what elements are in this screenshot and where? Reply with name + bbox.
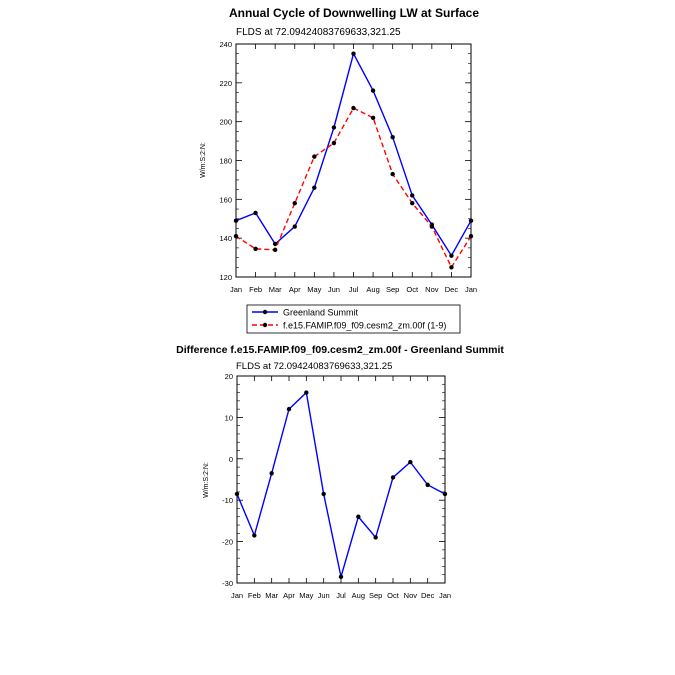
x-tick-label: Apr xyxy=(288,285,301,294)
data-point xyxy=(356,515,360,519)
data-point xyxy=(234,234,238,238)
series-line-0 xyxy=(236,54,471,256)
data-point xyxy=(469,234,473,238)
x-tick-label: Mar xyxy=(268,285,282,294)
data-point xyxy=(410,193,414,197)
x-tick-label: Aug xyxy=(366,285,380,294)
chart-2-title: Difference f.e15.FAMIP.f09_f09.cesm2_zm.00f - Greenland Summit xyxy=(176,344,504,356)
data-point xyxy=(449,253,453,257)
data-point xyxy=(371,88,375,92)
data-point xyxy=(287,407,291,411)
x-tick-label: Jan xyxy=(230,591,244,600)
data-point xyxy=(351,106,355,110)
data-point xyxy=(312,154,316,158)
chart-2-x-tick-labels xyxy=(231,591,451,600)
data-point xyxy=(410,201,414,205)
y-tick-label: -30 xyxy=(222,579,233,588)
y-tick-label: 180 xyxy=(219,156,232,166)
y-tick-label: 120 xyxy=(219,273,232,282)
chart-1-series xyxy=(234,52,473,270)
y-tick-label: 240 xyxy=(219,40,232,49)
x-tick-label: Oct xyxy=(387,591,399,600)
data-point xyxy=(269,471,273,475)
x-tick-label: Jan xyxy=(464,285,478,294)
chart-1-y-axis-label: W/m:S:2:N: xyxy=(200,142,207,178)
chart-2-y-axis-label: W/m:S:2:N: xyxy=(203,462,210,498)
x-tick-label: Dec xyxy=(420,591,435,600)
data-point xyxy=(253,211,257,215)
data-point xyxy=(234,218,238,222)
data-point xyxy=(339,575,343,579)
data-point xyxy=(321,492,325,496)
data-point xyxy=(293,201,297,205)
y-tick-label: 10 xyxy=(224,413,233,423)
x-tick-label: Jan xyxy=(438,591,452,600)
data-point xyxy=(273,248,277,252)
x-tick-label: Sep xyxy=(368,591,383,600)
data-point xyxy=(253,247,257,251)
y-tick-label: 220 xyxy=(219,78,232,88)
data-point xyxy=(430,224,434,228)
y-tick-label: 20 xyxy=(224,372,233,381)
x-tick-label: Jul xyxy=(336,591,346,600)
y-tick-label: -10 xyxy=(222,496,233,506)
chart-1-ticks xyxy=(236,44,471,277)
chart-1-y-tick-labels xyxy=(219,40,232,282)
x-tick-label: Mar xyxy=(265,591,279,600)
data-point xyxy=(293,224,297,228)
series-line-0 xyxy=(237,393,445,577)
chart-2-subtitle: FLDS at 72.09424083769633,321.25 xyxy=(236,361,393,372)
data-point xyxy=(391,475,395,479)
x-tick-label: Apr xyxy=(283,591,295,600)
x-tick-label: May xyxy=(307,285,322,294)
x-tick-label: Feb xyxy=(247,591,261,600)
data-point xyxy=(390,135,394,139)
x-tick-label: May xyxy=(299,591,314,600)
y-tick-label: 160 xyxy=(219,195,232,205)
legend-label-model: f.e15.FAMIP.f09_f09.cesm2_zm.00f (1-9) xyxy=(283,320,447,331)
chart-1-title: Annual Cycle of Downwelling LW at Surface xyxy=(228,6,480,20)
y-tick-label: 140 xyxy=(219,234,232,244)
data-point xyxy=(252,533,256,537)
chart-2-y-tick-labels xyxy=(222,372,233,588)
data-point xyxy=(332,141,336,145)
legend-marker-model xyxy=(263,323,267,327)
data-point xyxy=(304,390,308,394)
x-tick-label: Dec xyxy=(444,285,459,294)
chart-2-plot-frame xyxy=(237,376,445,583)
x-tick-label: Nov xyxy=(403,591,418,600)
x-tick-label: Jun xyxy=(327,285,340,294)
y-tick-label: 0 xyxy=(228,454,233,464)
chart-1-x-tick-labels xyxy=(230,285,477,294)
x-tick-label: Jul xyxy=(348,285,359,294)
data-point xyxy=(408,460,412,464)
x-tick-label: Aug xyxy=(351,591,366,600)
data-point xyxy=(449,265,453,269)
data-point xyxy=(332,125,336,129)
data-point xyxy=(425,483,429,487)
data-point xyxy=(443,492,447,496)
chart-1-legend xyxy=(247,305,460,333)
chart-2-series xyxy=(235,390,447,579)
data-point xyxy=(235,492,239,496)
chart-1-subtitle: FLDS at 72.09424083769633,321.25 xyxy=(236,27,401,38)
data-point xyxy=(371,116,375,120)
x-tick-label: Jun xyxy=(317,591,330,600)
x-tick-label: Nov xyxy=(425,285,439,294)
y-tick-label: 200 xyxy=(219,117,232,127)
chart-1-plot-frame xyxy=(236,44,471,277)
x-tick-label: Oct xyxy=(406,285,419,294)
x-tick-label: Feb xyxy=(249,285,263,294)
chart-annual-cycle xyxy=(200,6,479,294)
data-point xyxy=(469,218,473,222)
legend-label-greenland-summit: Greenland Summit xyxy=(283,307,359,318)
y-tick-label: -20 xyxy=(222,537,233,547)
series-line-1 xyxy=(236,108,471,267)
data-point xyxy=(390,172,394,176)
data-point xyxy=(312,185,316,189)
data-point xyxy=(273,242,277,246)
x-tick-label: Sep xyxy=(385,285,400,294)
data-point xyxy=(373,535,377,539)
legend-marker-greenland-summit xyxy=(263,310,267,314)
chart-difference xyxy=(176,344,504,600)
data-point xyxy=(351,52,355,56)
x-tick-label: Jan xyxy=(229,285,243,294)
chart-2-ticks xyxy=(237,376,445,583)
